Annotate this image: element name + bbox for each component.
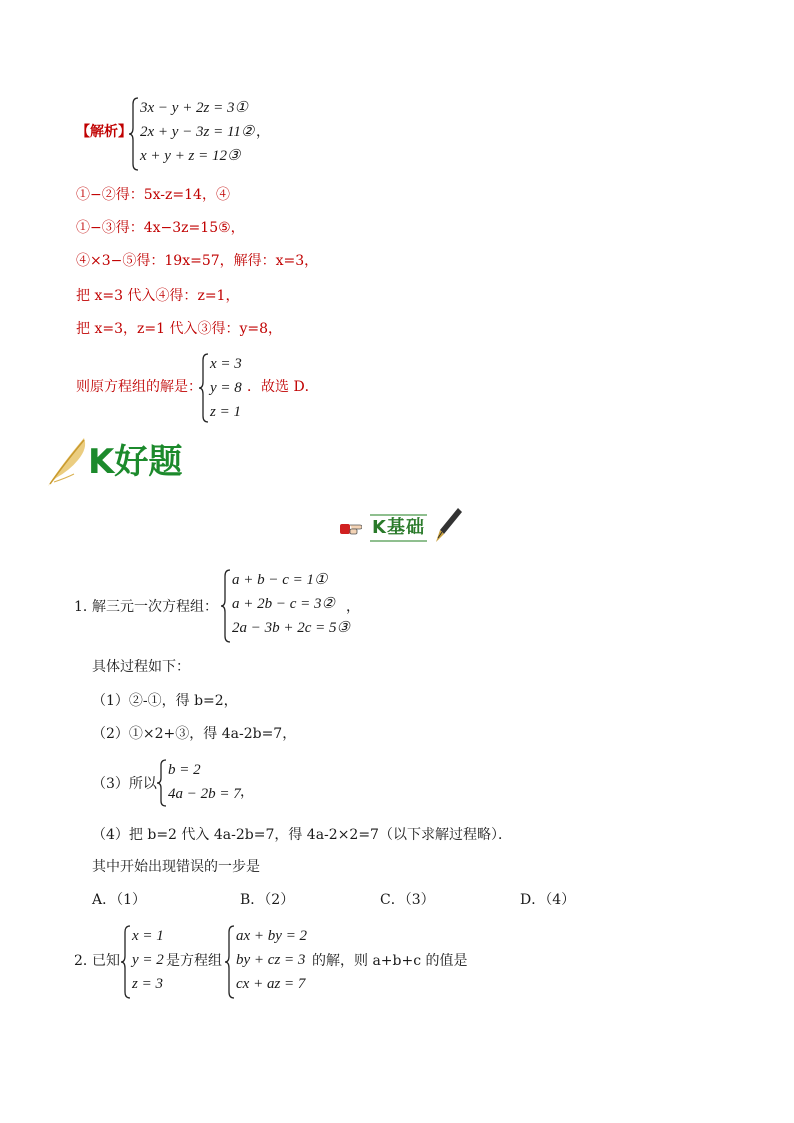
analysis-solution-prefix: 则原方程组的解是： — [76, 379, 202, 395]
step-prefix: 把 x=3，z=1 代入③得： — [76, 321, 240, 337]
solution-z: z = 1 — [210, 404, 241, 420]
q2-solution-y: y = 2 — [132, 952, 164, 968]
left-brace-icon — [220, 568, 232, 644]
q2-solution-z: z = 3 — [132, 976, 163, 992]
step-prefix: ④×3−⑤得： — [76, 253, 165, 269]
analysis-system-tail: ， — [256, 124, 270, 140]
analysis-conclusion: ．故选 D． — [247, 379, 319, 395]
analysis-step-2 — [76, 219, 245, 237]
pointing-hand-icon — [338, 518, 362, 538]
q1-question: 其中开始出现错误的一步是 — [92, 859, 260, 875]
solution-y: y = 8 — [210, 380, 242, 396]
analysis-step-5 — [76, 320, 282, 338]
q1-number: 1． — [74, 599, 97, 615]
section-heading — [338, 506, 464, 546]
q2-eq-1: ax + by = 2 — [236, 928, 308, 944]
feather-icon — [44, 434, 92, 488]
analysis-step-4 — [76, 287, 239, 305]
q1-step-3-eq-1: b = 2 — [168, 762, 201, 778]
step-body: z=1， — [197, 288, 240, 304]
left-brace-icon — [128, 96, 140, 172]
q2-tail: 的解，则 a+b+c 的值是 — [312, 953, 468, 969]
analysis-step-3 — [76, 252, 318, 270]
q1-system-tail: ， — [346, 599, 360, 615]
step-body: 4x−3z=15⑤， — [143, 220, 245, 236]
q2-solution-x: x = 1 — [132, 928, 164, 944]
q2-eq-2: by + cz = 3 — [236, 952, 306, 968]
q1-eq-1: a + b − c = 1① — [232, 572, 328, 588]
q1-step-3-prefix: （3）所以 — [92, 776, 157, 792]
analysis-label: 【解析】 — [76, 124, 132, 140]
left-brace-icon — [224, 924, 236, 1000]
q1-option-d[interactable]: D．（4） — [520, 892, 576, 908]
analysis-eq-1: 3x − y + 2z = 3① — [140, 100, 248, 116]
q1-intro: 具体过程如下： — [92, 659, 190, 675]
step-body: 19x=57，解得：x=3， — [164, 253, 319, 269]
k-haoti-logo — [44, 434, 214, 490]
analysis-step-1 — [76, 186, 230, 204]
analysis-system — [128, 96, 298, 172]
q2-middle: 是方程组 — [166, 953, 222, 969]
step-prefix: 把 x=3 代入④得： — [76, 288, 198, 304]
q1-option-c[interactable]: C．（3） — [380, 892, 435, 908]
q2-system — [224, 924, 324, 1000]
q1-prompt: 解三元一次方程组： — [92, 599, 218, 615]
q2-prompt: 已知 — [92, 953, 120, 969]
q1-step-1: （1）②-①，得 b=2， — [92, 693, 238, 709]
q1-step-3-tail: ， — [240, 784, 254, 800]
step-body: 5x-z=14，④ — [143, 187, 230, 203]
step-prefix: ①−②得： — [76, 187, 144, 203]
left-brace-icon — [198, 352, 210, 424]
left-brace-icon — [156, 758, 168, 808]
analysis-eq-2: 2x + y − 3z = 11② — [140, 124, 255, 140]
q2-eq-3: cx + az = 7 — [236, 976, 306, 992]
step-prefix: ①−③得： — [76, 220, 144, 236]
left-brace-icon — [120, 924, 132, 1000]
q1-eq-2: a + 2b − c = 3② — [232, 596, 335, 612]
q1-option-a[interactable]: A．（1） — [92, 892, 147, 908]
q1-eq-3: 2a − 3b + 2c = 5③ — [232, 620, 350, 636]
q1-option-b[interactable]: B．（2） — [240, 892, 295, 908]
analysis-eq-3: x + y + z = 12③ — [140, 148, 241, 164]
section-label: K基础 — [370, 514, 427, 542]
fountain-pen-icon — [432, 506, 462, 546]
solution-x: x = 3 — [210, 356, 242, 372]
q1-step-4: （4）把 b=2 代入 4a-2b=7，得 4a-2×2=7（以下求解过程略）． — [92, 827, 512, 843]
q1-step-2: （2）①×2+③，得 4a-2b=7， — [92, 726, 297, 742]
q2-number: 2． — [74, 953, 97, 969]
logo-text: K好题 — [88, 442, 183, 482]
q1-step-3-eq-2: 4a − 2b = 7 — [168, 786, 241, 802]
step-body: y=8， — [239, 321, 282, 337]
